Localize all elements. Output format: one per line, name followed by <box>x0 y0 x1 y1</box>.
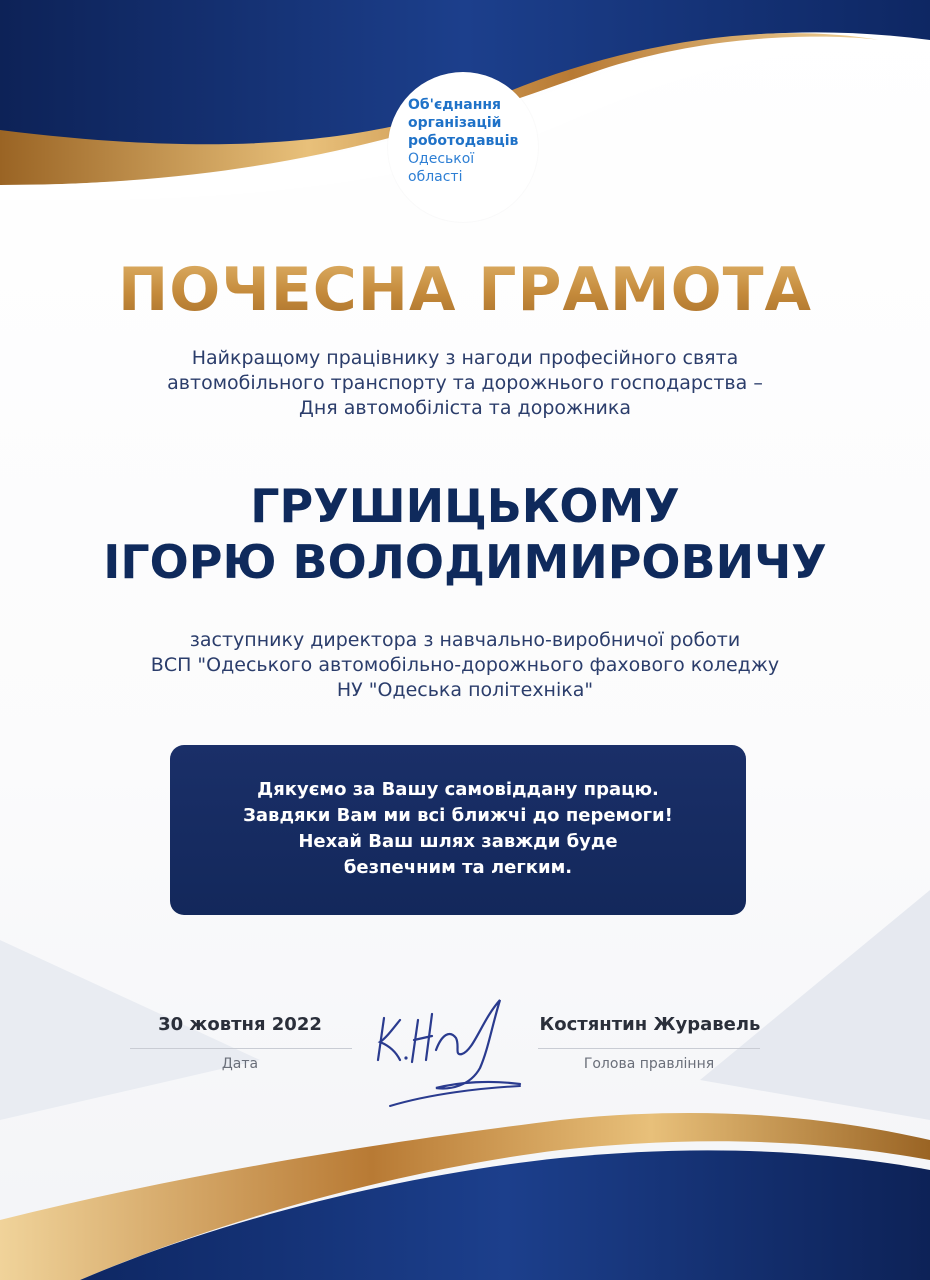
occasion-line: Найкращому працівнику з нагоди професійного свята <box>191 347 739 369</box>
recipient-given-names: ІГОРЮ ВОЛОДИМИРОВИЧУ <box>103 535 827 589</box>
thanks-message-box <box>170 745 746 915</box>
logo-line-2: організацій <box>408 115 502 131</box>
organization-logo <box>388 72 538 222</box>
signer-title: Голова правління <box>583 1056 715 1072</box>
date-underline <box>130 1048 352 1049</box>
thanks-line: Завдяки Вам ми всі ближчі до перемоги! <box>243 805 673 826</box>
signer-name: Костянтин Журавель <box>539 1014 761 1035</box>
occasion-line: автомобільного транспорту та дорожнього господарства – <box>167 372 763 394</box>
thanks-line: безпечним та легким. <box>343 857 573 878</box>
date-value: 30 жовтня 2022 <box>158 1014 322 1035</box>
position-line: ВСП "Одеського автомобільно-дорожнього фахового коледжу <box>150 654 780 676</box>
logo-line-4: Одеської <box>408 151 475 167</box>
logo-text <box>408 96 518 186</box>
occasion-text <box>60 346 870 421</box>
signer-underline <box>538 1048 760 1049</box>
occasion-line: Дня автомобіліста та дорожника <box>298 397 632 419</box>
recipient-surname: ГРУШИЦЬКОМУ <box>250 479 680 533</box>
logo-line-3: роботодавців <box>408 133 519 149</box>
thanks-line: Нехай Ваш шлях завжди буде <box>298 831 618 852</box>
logo-line-5: області <box>408 169 463 185</box>
certificate-title: ПОЧЕСНА ГРАМОТА <box>0 255 930 325</box>
position-line: заступнику директора з навчально-виробничої роботи <box>189 629 741 651</box>
handwritten-signature <box>370 990 530 1110</box>
position-line: НУ "Одеська політехніка" <box>336 679 594 701</box>
bottom-wave-decoration <box>0 1080 930 1280</box>
thanks-line: Дякуємо за Вашу самовіддану працю. <box>257 779 659 800</box>
logo-line-1: Об'єднання <box>408 97 502 113</box>
date-label: Дата <box>221 1056 259 1072</box>
recipient-name <box>0 478 930 590</box>
recipient-position <box>60 628 870 703</box>
